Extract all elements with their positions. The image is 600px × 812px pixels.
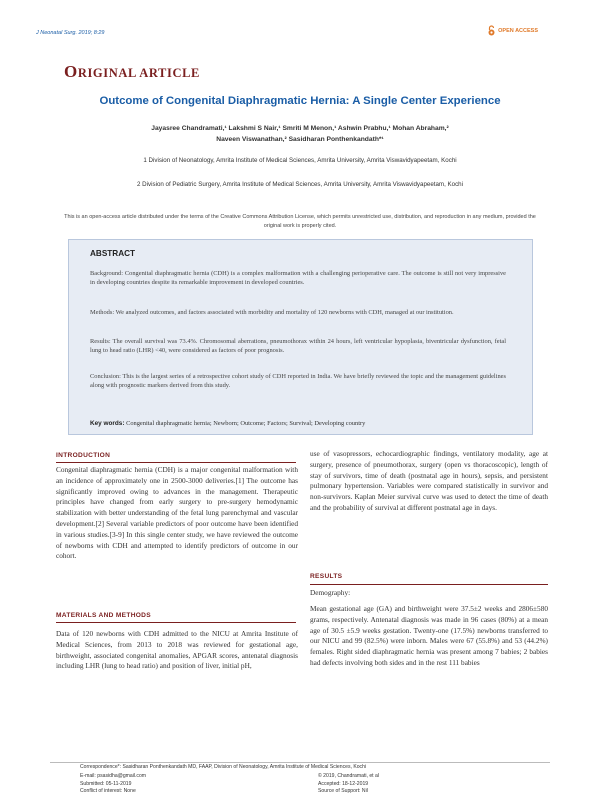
- article-type: [64, 62, 200, 82]
- footer-right: [318, 773, 518, 796]
- submitted-date: Submitted: 05-11-2019: [80, 780, 132, 787]
- open-access-lock-icon: [487, 25, 496, 36]
- introduction-text: Congenital diaphragmatic hernia (CDH) is a major congenital malformation with an incidence of approximately one in 2500-3000 deliveries.[1] The outcome has significantly improved owing to advances in the management. Therapeutic principles have changed from early surgery to pre-surgery hemodynamic stabilization with better understanding of the fetal lung parenchymal and vascular development.[2] Several variable predictors of poor outcome have been identified in various studies.[3-9] In this single center study, we have reviewed the outcome of newborns with CDH and attempted to identify predictors of outcome in our cohort.: [56, 465, 298, 561]
- authors-line-1: Jayasree Chandramati,¹ Lakshmi S Nair,¹ Smriti M Menon,¹ Ashwin Prabhu,¹ Mohan Abraham,²: [151, 125, 449, 132]
- abstract-background: Background: Congenital diaphragmatic hernia (CDH) is a complex malformation with a challenging perioperative care. The outcome is still not very impressive in developing countries despite its remarkable improvement in developed countries.: [90, 270, 506, 287]
- affiliation-1: 1 Division of Neonatology, Amrita Institute of Medical Sciences, Amrita University, Amrita Viswavidyapeetam, Kochi: [143, 157, 457, 164]
- abstract-methods: Methods: We analyzed outcomes, and factors associated with morbidity and mortality of 120 newborns with CDH, managed at our institution.: [90, 309, 454, 316]
- introduction-rule: [56, 462, 296, 463]
- results-heading: RESULTS: [310, 573, 343, 580]
- conflict-of-interest: Conflict of interest: None: [80, 788, 136, 794]
- keywords-text: Congenital diaphragmatic hernia; Newborn; Outcome; Factors; Survival; Developing country: [126, 420, 366, 427]
- methods-text: Data of 120 newborns with CDH admitted to the NICU at Amrita Institute of Medical Sciences, from 2013 to 2018 was reviewed for gestational age, birthweight, associated congenital anomalies, APGAR scores, antenatal diagnosis including LHR (lung to head ratio) and position of liver, initial pH,: [56, 629, 298, 671]
- author-list: [60, 123, 540, 145]
- copyright: © 2019, Chandramati, et al: [318, 773, 379, 779]
- methods-heading: MATERIALS AND METHODS: [56, 612, 151, 619]
- article-type-rest: RIGINAL ARTICLE: [77, 66, 200, 80]
- license-notice: This is an open-access article distributed under the terms of the Creative Commons Attribution License, which permits unrestricted use, distribution, and reproduction in any medium, provided the original work is properly cited.: [64, 214, 536, 229]
- authors-line-2: Naveen Viswanathan,² Sasidharan Ponthenkandath*¹: [216, 136, 384, 143]
- footer-left: [80, 773, 300, 796]
- abstract-results: Results: The overall survival was 73.4%. Chromosomal aberrations, pneumothorax within 24 hours, left ventricular hypoplasia, biventricular dysfunction, fetal lung to head ratio (LHR) <40, were considered as factors of poor prognosis.: [90, 338, 506, 355]
- footer-divider: [50, 762, 550, 763]
- email: E-mail: psasidha@gmail.com: [80, 773, 147, 779]
- methods-rule: [56, 622, 296, 623]
- results-rule: [310, 584, 548, 585]
- keywords-label: Key words:: [90, 420, 125, 427]
- introduction-heading: INTRODUCTION: [56, 452, 111, 459]
- open-access-label: OPEN ACCESS: [498, 27, 538, 34]
- open-access-logo: [487, 25, 538, 36]
- accepted-date: Accepted: 18-12-2019: [318, 780, 369, 787]
- abstract-conclusion: Conclusion: This is the largest series of a retrospective cohort study of CDH reported in India. We have briefly reviewed the topic and the management guidelines along with prognostic markers derived from this study.: [90, 373, 506, 390]
- affiliation-2: 2 Division of Pediatric Surgery, Amrita Institute of Medical Sciences, Amrita University, Amrita Viswavidyapeetam, Kochi: [137, 181, 463, 188]
- methods-continued-text: use of vasopressors, echocardiographic findings, ventilatory modality, age at surgery, presence of pneumothorax, surgery (open vs thoracoscopic), length of stay of survivors, time of death (postnatal age in hours), sepsis, and persistent pulmonary hypertension. Variables were compared statistically in survivor and non-survivors. Kaplan Meier survival curve was used to detect the time of death and the probability of survival at different postnatal age in days.: [310, 449, 548, 512]
- keywords: [90, 420, 520, 427]
- demography-subheading: Demography:: [310, 588, 351, 597]
- source-of-support: Source of Support: Nil: [318, 788, 368, 794]
- results-text: Mean gestational age (GA) and birthweight were 37.5±2 weeks and 2806±580 grams, respectively. Antenatal diagnosis was made in 96 cases (80%) at a mean age of 30.5 ±5.9 weeks gestation. Twenty-one (17.5%) newborns transferred to our NICU and 99 (82.5%) were inborn. Males were 67 (55.8%) and 53 (44.2%) females. Right sided diaphragmatic hernia was present among 7 babies; 2 babies had defects involving both sides and in the rest 111 babies: [310, 604, 548, 667]
- correspondence: Correspondence*: Sasidharan Ponthenkandath MD, FAAP, Division of Neonatology, Amrita Institute of Medical Sciences, Kochi: [80, 764, 367, 770]
- abstract-heading: ABSTRACT: [90, 249, 136, 258]
- journal-reference: J Neonatal Surg. 2019; 8:29: [36, 30, 105, 36]
- paper-title: Outcome of Congenital Diaphragmatic Hernia: A Single Center Experience: [99, 95, 501, 107]
- article-type-initial: O: [64, 62, 78, 81]
